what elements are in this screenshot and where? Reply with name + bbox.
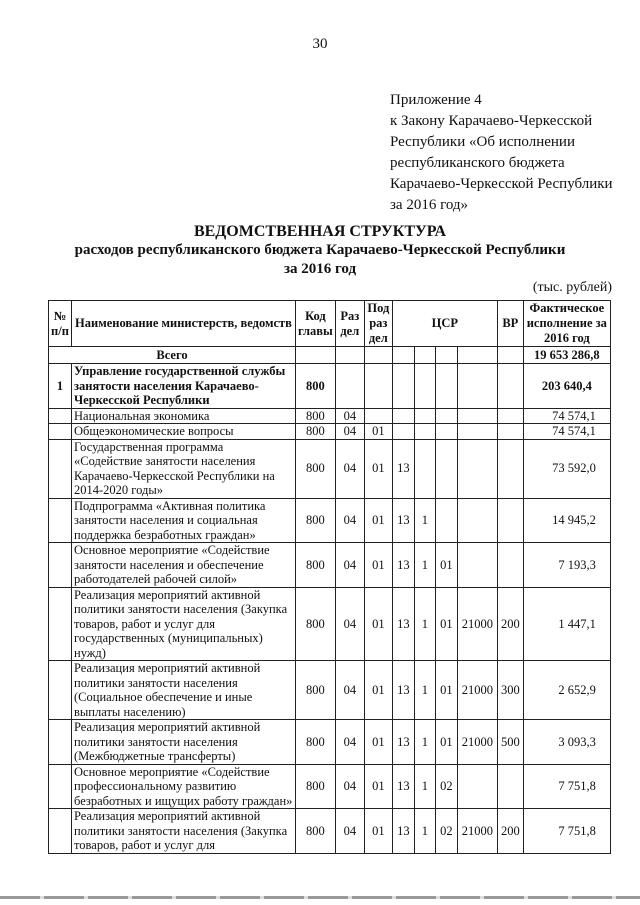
title-line: расходов республиканского бюджета Карачаево-Черкесской Республики (74, 242, 566, 258)
cell-rz: 04 (335, 587, 364, 661)
cell-c4: 21000 (457, 587, 497, 661)
scan-edge (0, 896, 640, 899)
cell-vr (497, 439, 523, 498)
table-row (49, 408, 611, 424)
cell-rz: 04 (335, 661, 364, 720)
cell-pr: 01 (364, 720, 392, 765)
table-row (49, 543, 611, 588)
cell-value: 3 093,3 (523, 720, 610, 765)
cell-name: Национальная экономика (72, 408, 296, 424)
cell-kod: 800 (296, 424, 336, 440)
cell-name: Основное мероприятие «Содействие профессиональному развитию безработных и ищущих работу граждан» (72, 764, 296, 809)
cell-vr (497, 424, 523, 440)
cell-kod: 800 (296, 408, 336, 424)
total-value: 19 653 286,8 (523, 347, 610, 364)
cell-value: 7 193,3 (523, 543, 610, 588)
cell-value: 73 592,0 (523, 439, 610, 498)
appendix-line: Республики «Об исполнении (390, 134, 575, 150)
cell-c2 (414, 408, 435, 424)
cell-vr (497, 764, 523, 809)
table-row (49, 764, 611, 809)
cell-c2 (414, 364, 435, 409)
cell-rz: 04 (335, 424, 364, 440)
table-row (49, 424, 611, 440)
cell-kod: 800 (296, 764, 336, 809)
cell-rz: 04 (335, 408, 364, 424)
cell-pr: 01 (364, 809, 392, 854)
cell-c1: 13 (392, 543, 414, 588)
cell-c1: 13 (392, 661, 414, 720)
cell-kod: 800 (296, 720, 336, 765)
cell-c3: 01 (435, 661, 457, 720)
cell-num (49, 587, 72, 661)
cell-c2: 1 (414, 543, 435, 588)
cell-c2 (414, 424, 435, 440)
header-razdel: Раз дел (335, 301, 364, 347)
cell-name: Реализация мероприятий активной политики занятости населения (Социальное обеспечение и иные выплаты населению) (72, 661, 296, 720)
cell-kod: 800 (296, 809, 336, 854)
cell-kod: 800 (296, 661, 336, 720)
cell-c1: 13 (392, 764, 414, 809)
cell-rz: 04 (335, 498, 364, 543)
cell-c1: 13 (392, 809, 414, 854)
cell-value: 7 751,8 (523, 764, 610, 809)
cell-pr (364, 408, 392, 424)
cell-value: 203 640,4 (523, 364, 610, 409)
cell-num: 1 (49, 364, 72, 409)
table-row (49, 809, 611, 854)
cell-c4 (457, 424, 497, 440)
cell-name: Основное мероприятие «Содействие занятости населения и обеспечение работодателей рабочей силой» (72, 543, 296, 588)
cell-kod: 800 (296, 364, 336, 409)
cell-c2: 1 (414, 498, 435, 543)
cell-pr: 01 (364, 661, 392, 720)
table-row (49, 364, 611, 409)
cell-name: Управление государственной службы занятости населения Карачаево-Черкесской Республики (72, 364, 296, 409)
appendix-line: Приложение 4 (390, 92, 482, 108)
cell-c2 (414, 439, 435, 498)
document-title (0, 222, 640, 279)
cell-num (49, 809, 72, 854)
cell-c4 (457, 543, 497, 588)
cell-vr (497, 408, 523, 424)
cell-value: 1 447,1 (523, 587, 610, 661)
table-row (49, 661, 611, 720)
cell-vr (497, 543, 523, 588)
cell-c4 (457, 364, 497, 409)
cell-c3: 01 (435, 720, 457, 765)
appendix-line: Карачаево-Черкесской Республики (390, 176, 613, 192)
header-num: № п/п (49, 301, 72, 347)
appendix-note (390, 90, 613, 216)
cell-c4: 21000 (457, 809, 497, 854)
cell-c3 (435, 424, 457, 440)
cell-pr: 01 (364, 543, 392, 588)
cell-kod: 800 (296, 439, 336, 498)
cell-rz: 04 (335, 809, 364, 854)
cell-pr: 01 (364, 498, 392, 543)
header-podrazdel: Под раз дел (364, 301, 392, 347)
appendix-line: за 2016 год» (390, 197, 469, 213)
cell-c3 (435, 364, 457, 409)
cell-num (49, 543, 72, 588)
cell-c1: 13 (392, 587, 414, 661)
cell-c1 (392, 364, 414, 409)
cell-rz: 04 (335, 764, 364, 809)
cell-name: Реализация мероприятий активной политики занятости населения (Закупка товаров, работ и услуг для (72, 809, 296, 854)
cell-c4: 21000 (457, 720, 497, 765)
cell-num (49, 764, 72, 809)
cell-c2: 1 (414, 587, 435, 661)
cell-value: 74 574,1 (523, 424, 610, 440)
cell-rz: 04 (335, 439, 364, 498)
cell-value: 74 574,1 (523, 408, 610, 424)
units-label: (тыс. рублей) (532, 280, 612, 295)
cell-c4 (457, 439, 497, 498)
header-csr: ЦСР (392, 301, 497, 347)
cell-vr (497, 364, 523, 409)
cell-name: Подпрограмма «Активная политика занятости населения и социальная поддержка безработных граждан» (72, 498, 296, 543)
cell-rz: 04 (335, 543, 364, 588)
table-row (49, 587, 611, 661)
cell-pr: 01 (364, 439, 392, 498)
budget-table (48, 300, 611, 854)
cell-c3: 01 (435, 587, 457, 661)
cell-c4 (457, 408, 497, 424)
cell-pr (364, 364, 392, 409)
cell-c3 (435, 439, 457, 498)
cell-num (49, 439, 72, 498)
page-number: 30 (312, 36, 328, 52)
cell-c4 (457, 764, 497, 809)
cell-pr: 01 (364, 424, 392, 440)
cell-c1 (392, 408, 414, 424)
table-row (49, 498, 611, 543)
cell-num (49, 661, 72, 720)
cell-name: Реализация мероприятий активной политики занятости населения (Межбюджетные трансферты) (72, 720, 296, 765)
cell-kod: 800 (296, 587, 336, 661)
cell-c3 (435, 498, 457, 543)
cell-name: Государственная программа «Содействие занятости населения Карачаево-Черкесской Республики на 2014-2020 годы» (72, 439, 296, 498)
title-line: за 2016 год (283, 261, 357, 277)
cell-c3: 02 (435, 764, 457, 809)
cell-vr: 200 (497, 587, 523, 661)
total-row (49, 347, 611, 364)
cell-num (49, 408, 72, 424)
cell-c4: 21000 (457, 661, 497, 720)
cell-vr: 200 (497, 809, 523, 854)
cell-c3: 01 (435, 543, 457, 588)
cell-c3: 02 (435, 809, 457, 854)
header-vr: ВР (497, 301, 523, 347)
cell-num (49, 498, 72, 543)
total-label: Всего (49, 347, 296, 364)
cell-value: 14 945,2 (523, 498, 610, 543)
cell-pr: 01 (364, 764, 392, 809)
cell-c4 (457, 498, 497, 543)
cell-name: Общеэкономические вопросы (72, 424, 296, 440)
table-header (49, 301, 611, 347)
cell-rz (335, 364, 364, 409)
cell-num (49, 424, 72, 440)
cell-value: 2 652,9 (523, 661, 610, 720)
cell-c2: 1 (414, 661, 435, 720)
cell-c2: 1 (414, 764, 435, 809)
cell-c1 (392, 424, 414, 440)
cell-name: Реализация мероприятий активной политики занятости населения (Закупка товаров, работ и услуг для государственных (муниципальных) нужд) (72, 587, 296, 661)
cell-c3 (435, 408, 457, 424)
cell-vr: 500 (497, 720, 523, 765)
cell-kod: 800 (296, 543, 336, 588)
cell-c2: 1 (414, 809, 435, 854)
cell-value: 7 751,8 (523, 809, 610, 854)
cell-vr: 300 (497, 661, 523, 720)
cell-num (49, 720, 72, 765)
cell-rz: 04 (335, 720, 364, 765)
cell-vr (497, 498, 523, 543)
cell-c1: 13 (392, 720, 414, 765)
title-line: ВЕДОМСТВЕННАЯ СТРУКТУРА (193, 223, 447, 240)
cell-c2: 1 (414, 720, 435, 765)
cell-c1: 13 (392, 498, 414, 543)
header-name: Наименование министерств, ведомств (72, 301, 296, 347)
cell-c1: 13 (392, 439, 414, 498)
table-row (49, 720, 611, 765)
cell-kod: 800 (296, 498, 336, 543)
appendix-line: к Закону Карачаево-Черкесской (390, 113, 593, 129)
header-kod: Код главы (296, 301, 336, 347)
cell-pr: 01 (364, 587, 392, 661)
header-fact: Фактическое исполнение за 2016 год (523, 301, 610, 347)
table-row (49, 439, 611, 498)
appendix-line: республиканского бюджета (390, 155, 565, 171)
